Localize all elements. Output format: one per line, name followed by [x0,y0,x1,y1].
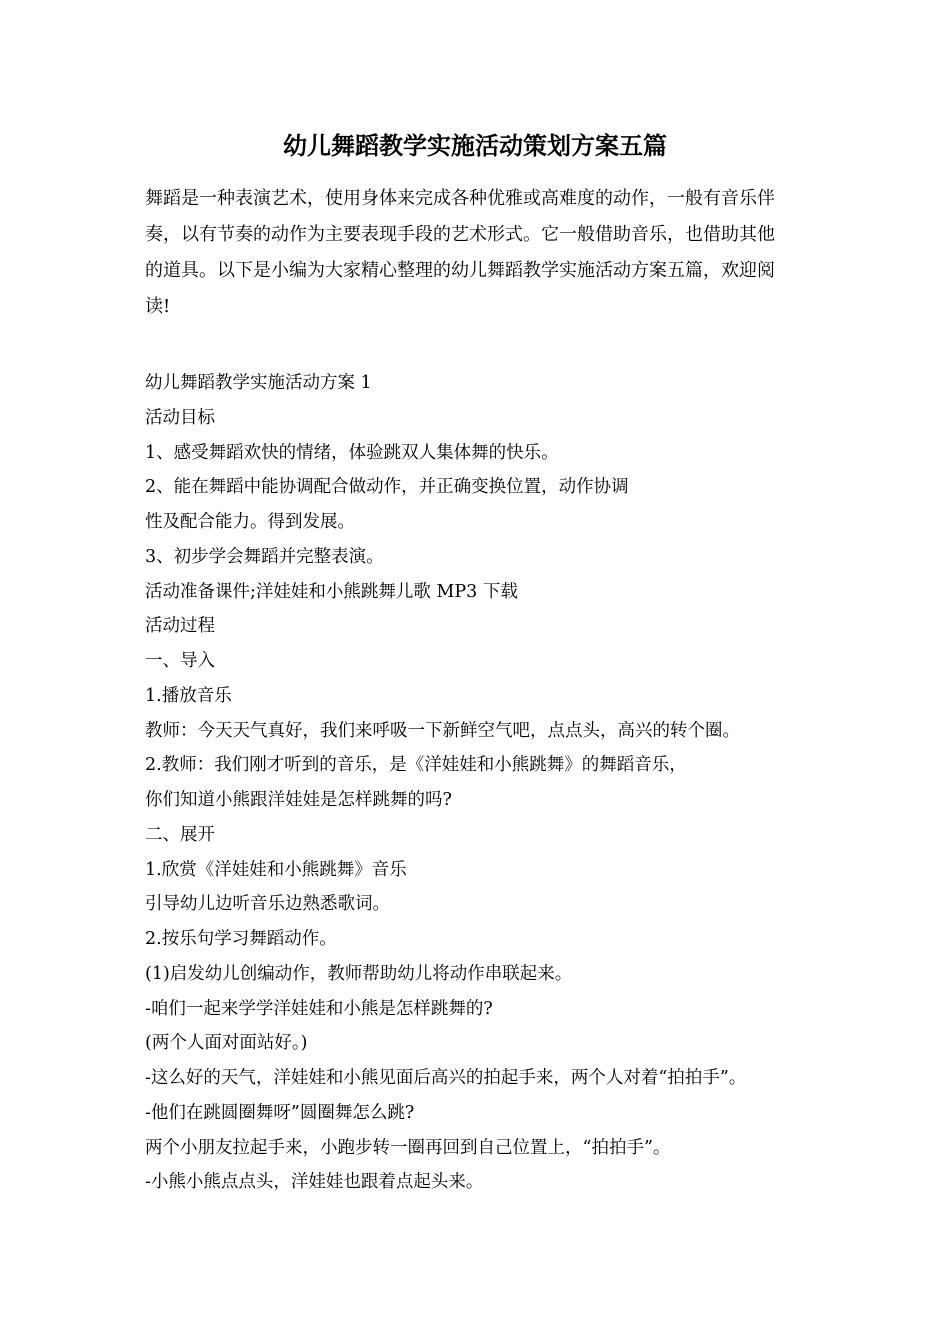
body-line: 教师：今天天气真好，我们来呼吸一下新鲜空气吧，点点头，高兴的转个圈。 [145,720,740,741]
body-line: 3、初步学会舞蹈并完整表演。 [145,546,384,567]
intro-line: 舞蹈是一种表演艺术，使用身体来完成各种优雅或高难度的动作，一般有音乐伴 [145,188,775,209]
intro-paragraph [145,181,815,325]
document-title: 幼儿舞蹈教学实施活动策划方案五篇 [283,131,667,160]
body-line: 2.教师：我们刚才听到的音乐，是《洋娃娃和小熊跳舞》的舞蹈音乐， [145,755,687,776]
body-line: 1.播放音乐 [145,685,232,706]
body-line: 你们知道小熊跟洋娃娃是怎样跳舞的吗? [145,790,452,810]
subheading: 活动过程 [145,616,215,637]
body-line: (1)启发幼儿创编动作，教师帮助幼儿将动作串联起来。 [145,963,573,984]
subheading: 活动目标 [145,407,215,428]
body-line: -这么好的天气，洋娃娃和小熊见面后高兴的拍起手来，两个人对着“拍拍手”。 [145,1068,747,1088]
body-line: 1.欣赏《洋娃娃和小熊跳舞》音乐 [145,859,407,880]
intro-line: 奏，以有节奏的动作为主要表现手段的艺术形式。它一般借助音乐，也借助其他 [145,224,775,245]
body-line: 2.按乐句学习舞蹈动作。 [145,929,337,949]
body-line: 性及配合能力。得到发展。 [145,512,355,532]
body-line: -咱们一起来学学洋娃娃和小熊是怎样跳舞的? [145,998,493,1019]
section-heading: 幼儿舞蹈教学实施活动方案 1 [145,373,372,393]
subheading: 一、导入 [145,651,215,671]
body-line: 引导幼儿边听音乐边熟悉歌词。 [145,894,390,915]
document-body [145,366,815,1200]
subheading: 二、展开 [145,824,215,845]
body-line: -他们在跳圆圈舞呀”圆圈舞怎么跳? [145,1102,415,1123]
intro-line: 读! [145,296,171,317]
body-line: 2、能在舞蹈中能协调配合做动作，并正确变换位置，动作协调 [145,477,629,498]
body-line: 活动准备课件;洋娃娃和小熊跳舞儿歌 MP3 下载 [145,581,518,602]
body-line: 1、感受舞蹈欢快的情绪，体验跳双人集体舞的快乐。 [145,442,559,463]
body-line: (两个人面对面站好。) [145,1033,308,1054]
body-line: 两个小朋友拉起手来，小跑步转一圈再回到自己位置上，“拍拍手”。 [145,1137,671,1158]
intro-line: 的道具。以下是小编为大家精心整理的幼儿舞蹈教学实施活动方案五篇，欢迎阅 [145,260,775,281]
body-line: -小熊小熊点点头，洋娃娃也跟着点起头来。 [145,1172,484,1193]
